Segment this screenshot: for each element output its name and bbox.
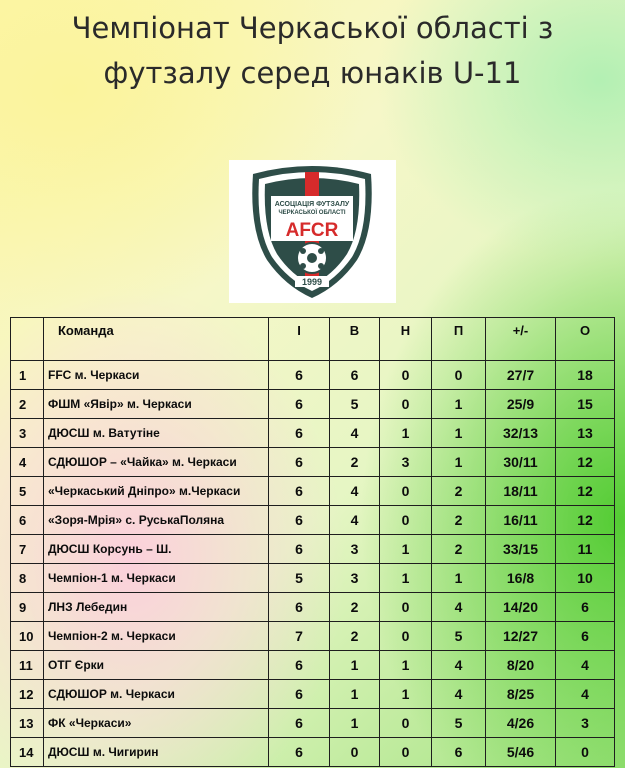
games-cell: 6: [269, 390, 330, 419]
games-cell: 7: [269, 622, 330, 651]
table-row: [11, 622, 615, 651]
team-name-cell: ОТГ Єрки: [44, 651, 269, 680]
team-name-cell: ФШМ «Явір» м. Черкаси: [44, 390, 269, 419]
position-cell: 10: [11, 622, 44, 651]
header-points: О: [556, 318, 615, 361]
games-cell: 6: [269, 419, 330, 448]
draws-cell: 1: [380, 680, 432, 709]
points-cell: 6: [556, 593, 615, 622]
position-cell: 13: [11, 709, 44, 738]
goals-cell: 18/11: [486, 477, 556, 506]
points-cell: 6: [556, 622, 615, 651]
logo-name: AFCR: [285, 220, 339, 241]
goals-cell: 25/9: [486, 390, 556, 419]
team-name-cell: СДЮШОР – «Чайка» м. Черкаси: [44, 448, 269, 477]
title-line-1: Чемпіонат Черкаської області з: [71, 11, 554, 45]
points-cell: 18: [556, 361, 615, 390]
header-losses: П: [432, 318, 486, 361]
header-draws: Н: [380, 318, 432, 361]
points-cell: 4: [556, 680, 615, 709]
games-cell: 6: [269, 506, 330, 535]
wins-cell: 6: [330, 361, 380, 390]
wins-cell: 5: [330, 390, 380, 419]
losses-cell: 4: [432, 651, 486, 680]
draws-cell: 0: [380, 477, 432, 506]
wins-cell: 2: [330, 448, 380, 477]
losses-cell: 5: [432, 709, 486, 738]
points-cell: 4: [556, 651, 615, 680]
team-name-cell: ДЮСШ м. Чигирин: [44, 738, 269, 767]
wins-cell: 4: [330, 506, 380, 535]
wins-cell: 1: [330, 709, 380, 738]
table-row: [11, 680, 615, 709]
draws-cell: 1: [380, 651, 432, 680]
table-row: [11, 390, 615, 419]
draws-cell: 0: [380, 738, 432, 767]
afcr-shield-icon: [229, 160, 396, 303]
afcr-logo: [229, 160, 396, 303]
header-games: І: [269, 318, 330, 361]
games-cell: 6: [269, 477, 330, 506]
table-header-row: [11, 318, 615, 361]
wins-cell: 1: [330, 651, 380, 680]
logo-year: 1999: [301, 277, 323, 287]
team-name-cell: ДЮСШ м. Ватутіне: [44, 419, 269, 448]
wins-cell: 0: [330, 738, 380, 767]
page-title: [0, 6, 625, 96]
games-cell: 6: [269, 448, 330, 477]
goals-cell: 4/26: [486, 709, 556, 738]
points-cell: 12: [556, 477, 615, 506]
goals-cell: 27/7: [486, 361, 556, 390]
team-name-cell: СДЮШОР м. Черкаси: [44, 680, 269, 709]
team-name-cell: Чемпіон-2 м. Черкаси: [44, 622, 269, 651]
points-cell: 12: [556, 448, 615, 477]
draws-cell: 1: [380, 564, 432, 593]
header-team: Команда: [44, 318, 269, 361]
draws-cell: 0: [380, 361, 432, 390]
position-cell: 11: [11, 651, 44, 680]
points-cell: 13: [556, 419, 615, 448]
position-cell: 7: [11, 535, 44, 564]
wins-cell: 3: [330, 564, 380, 593]
table-row: [11, 535, 615, 564]
wins-cell: 4: [330, 477, 380, 506]
position-cell: 2: [11, 390, 44, 419]
draws-cell: 0: [380, 709, 432, 738]
points-cell: 11: [556, 535, 615, 564]
goals-cell: 16/11: [486, 506, 556, 535]
team-name-cell: «Зоря-Мрія» с. РуськаПоляна: [44, 506, 269, 535]
goals-cell: 30/11: [486, 448, 556, 477]
team-name-cell: Чемпіон-1 м. Черкаси: [44, 564, 269, 593]
wins-cell: 1: [330, 680, 380, 709]
games-cell: 6: [269, 535, 330, 564]
points-cell: 10: [556, 564, 615, 593]
games-cell: 5: [269, 564, 330, 593]
draws-cell: 0: [380, 593, 432, 622]
losses-cell: 1: [432, 390, 486, 419]
header-wins: В: [330, 318, 380, 361]
position-cell: 6: [11, 506, 44, 535]
header-pos: [11, 318, 44, 361]
losses-cell: 4: [432, 680, 486, 709]
points-cell: 3: [556, 709, 615, 738]
games-cell: 6: [269, 680, 330, 709]
losses-cell: 0: [432, 361, 486, 390]
games-cell: 6: [269, 651, 330, 680]
games-cell: 6: [269, 709, 330, 738]
position-cell: 12: [11, 680, 44, 709]
table-row: [11, 448, 615, 477]
wins-cell: 2: [330, 593, 380, 622]
table-row: [11, 506, 615, 535]
wins-cell: 2: [330, 622, 380, 651]
position-cell: 1: [11, 361, 44, 390]
goals-cell: 33/15: [486, 535, 556, 564]
table-row: [11, 738, 615, 767]
points-cell: 0: [556, 738, 615, 767]
points-cell: 12: [556, 506, 615, 535]
draws-cell: 1: [380, 419, 432, 448]
losses-cell: 2: [432, 506, 486, 535]
position-cell: 3: [11, 419, 44, 448]
position-cell: 4: [11, 448, 44, 477]
losses-cell: 1: [432, 448, 486, 477]
draws-cell: 0: [380, 506, 432, 535]
losses-cell: 4: [432, 593, 486, 622]
losses-cell: 2: [432, 535, 486, 564]
position-cell: 5: [11, 477, 44, 506]
title-line-2: футзалу серед юнаків U-11: [103, 56, 522, 90]
draws-cell: 0: [380, 622, 432, 651]
goals-cell: 12/27: [486, 622, 556, 651]
team-name-cell: «Черкаський Дніпро» м.Черкаси: [44, 477, 269, 506]
games-cell: 6: [269, 593, 330, 622]
table-row: [11, 709, 615, 738]
goals-cell: 5/46: [486, 738, 556, 767]
standings-table: [10, 317, 615, 767]
draws-cell: 0: [380, 390, 432, 419]
table-row: [11, 361, 615, 390]
table-row: [11, 419, 615, 448]
goals-cell: 32/13: [486, 419, 556, 448]
position-cell: 14: [11, 738, 44, 767]
losses-cell: 2: [432, 477, 486, 506]
goals-cell: 14/20: [486, 593, 556, 622]
losses-cell: 1: [432, 564, 486, 593]
wins-cell: 4: [330, 419, 380, 448]
games-cell: 6: [269, 738, 330, 767]
team-name-cell: ДЮСШ Корсунь – Ш.: [44, 535, 269, 564]
goals-cell: 16/8: [486, 564, 556, 593]
losses-cell: 5: [432, 622, 486, 651]
position-cell: 8: [11, 564, 44, 593]
table-row: [11, 477, 615, 506]
losses-cell: 1: [432, 419, 486, 448]
header-goals: +/-: [486, 318, 556, 361]
wins-cell: 3: [330, 535, 380, 564]
table-row: [11, 593, 615, 622]
table-row: [11, 564, 615, 593]
logo-top-text-2: ЧЕРКАСЬКОЇ ОБЛАСТІ: [278, 210, 346, 216]
team-name-cell: FFC м. Черкаси: [44, 361, 269, 390]
draws-cell: 1: [380, 535, 432, 564]
losses-cell: 6: [432, 738, 486, 767]
logo-top-text-1: АСОЦІАЦІЯ ФУТЗАЛУ: [274, 201, 350, 208]
draws-cell: 3: [380, 448, 432, 477]
table-row: [11, 651, 615, 680]
team-name-cell: ФК «Черкаси»: [44, 709, 269, 738]
goals-cell: 8/20: [486, 651, 556, 680]
goals-cell: 8/25: [486, 680, 556, 709]
points-cell: 15: [556, 390, 615, 419]
team-name-cell: ЛНЗ Лебедин: [44, 593, 269, 622]
position-cell: 9: [11, 593, 44, 622]
games-cell: 6: [269, 361, 330, 390]
